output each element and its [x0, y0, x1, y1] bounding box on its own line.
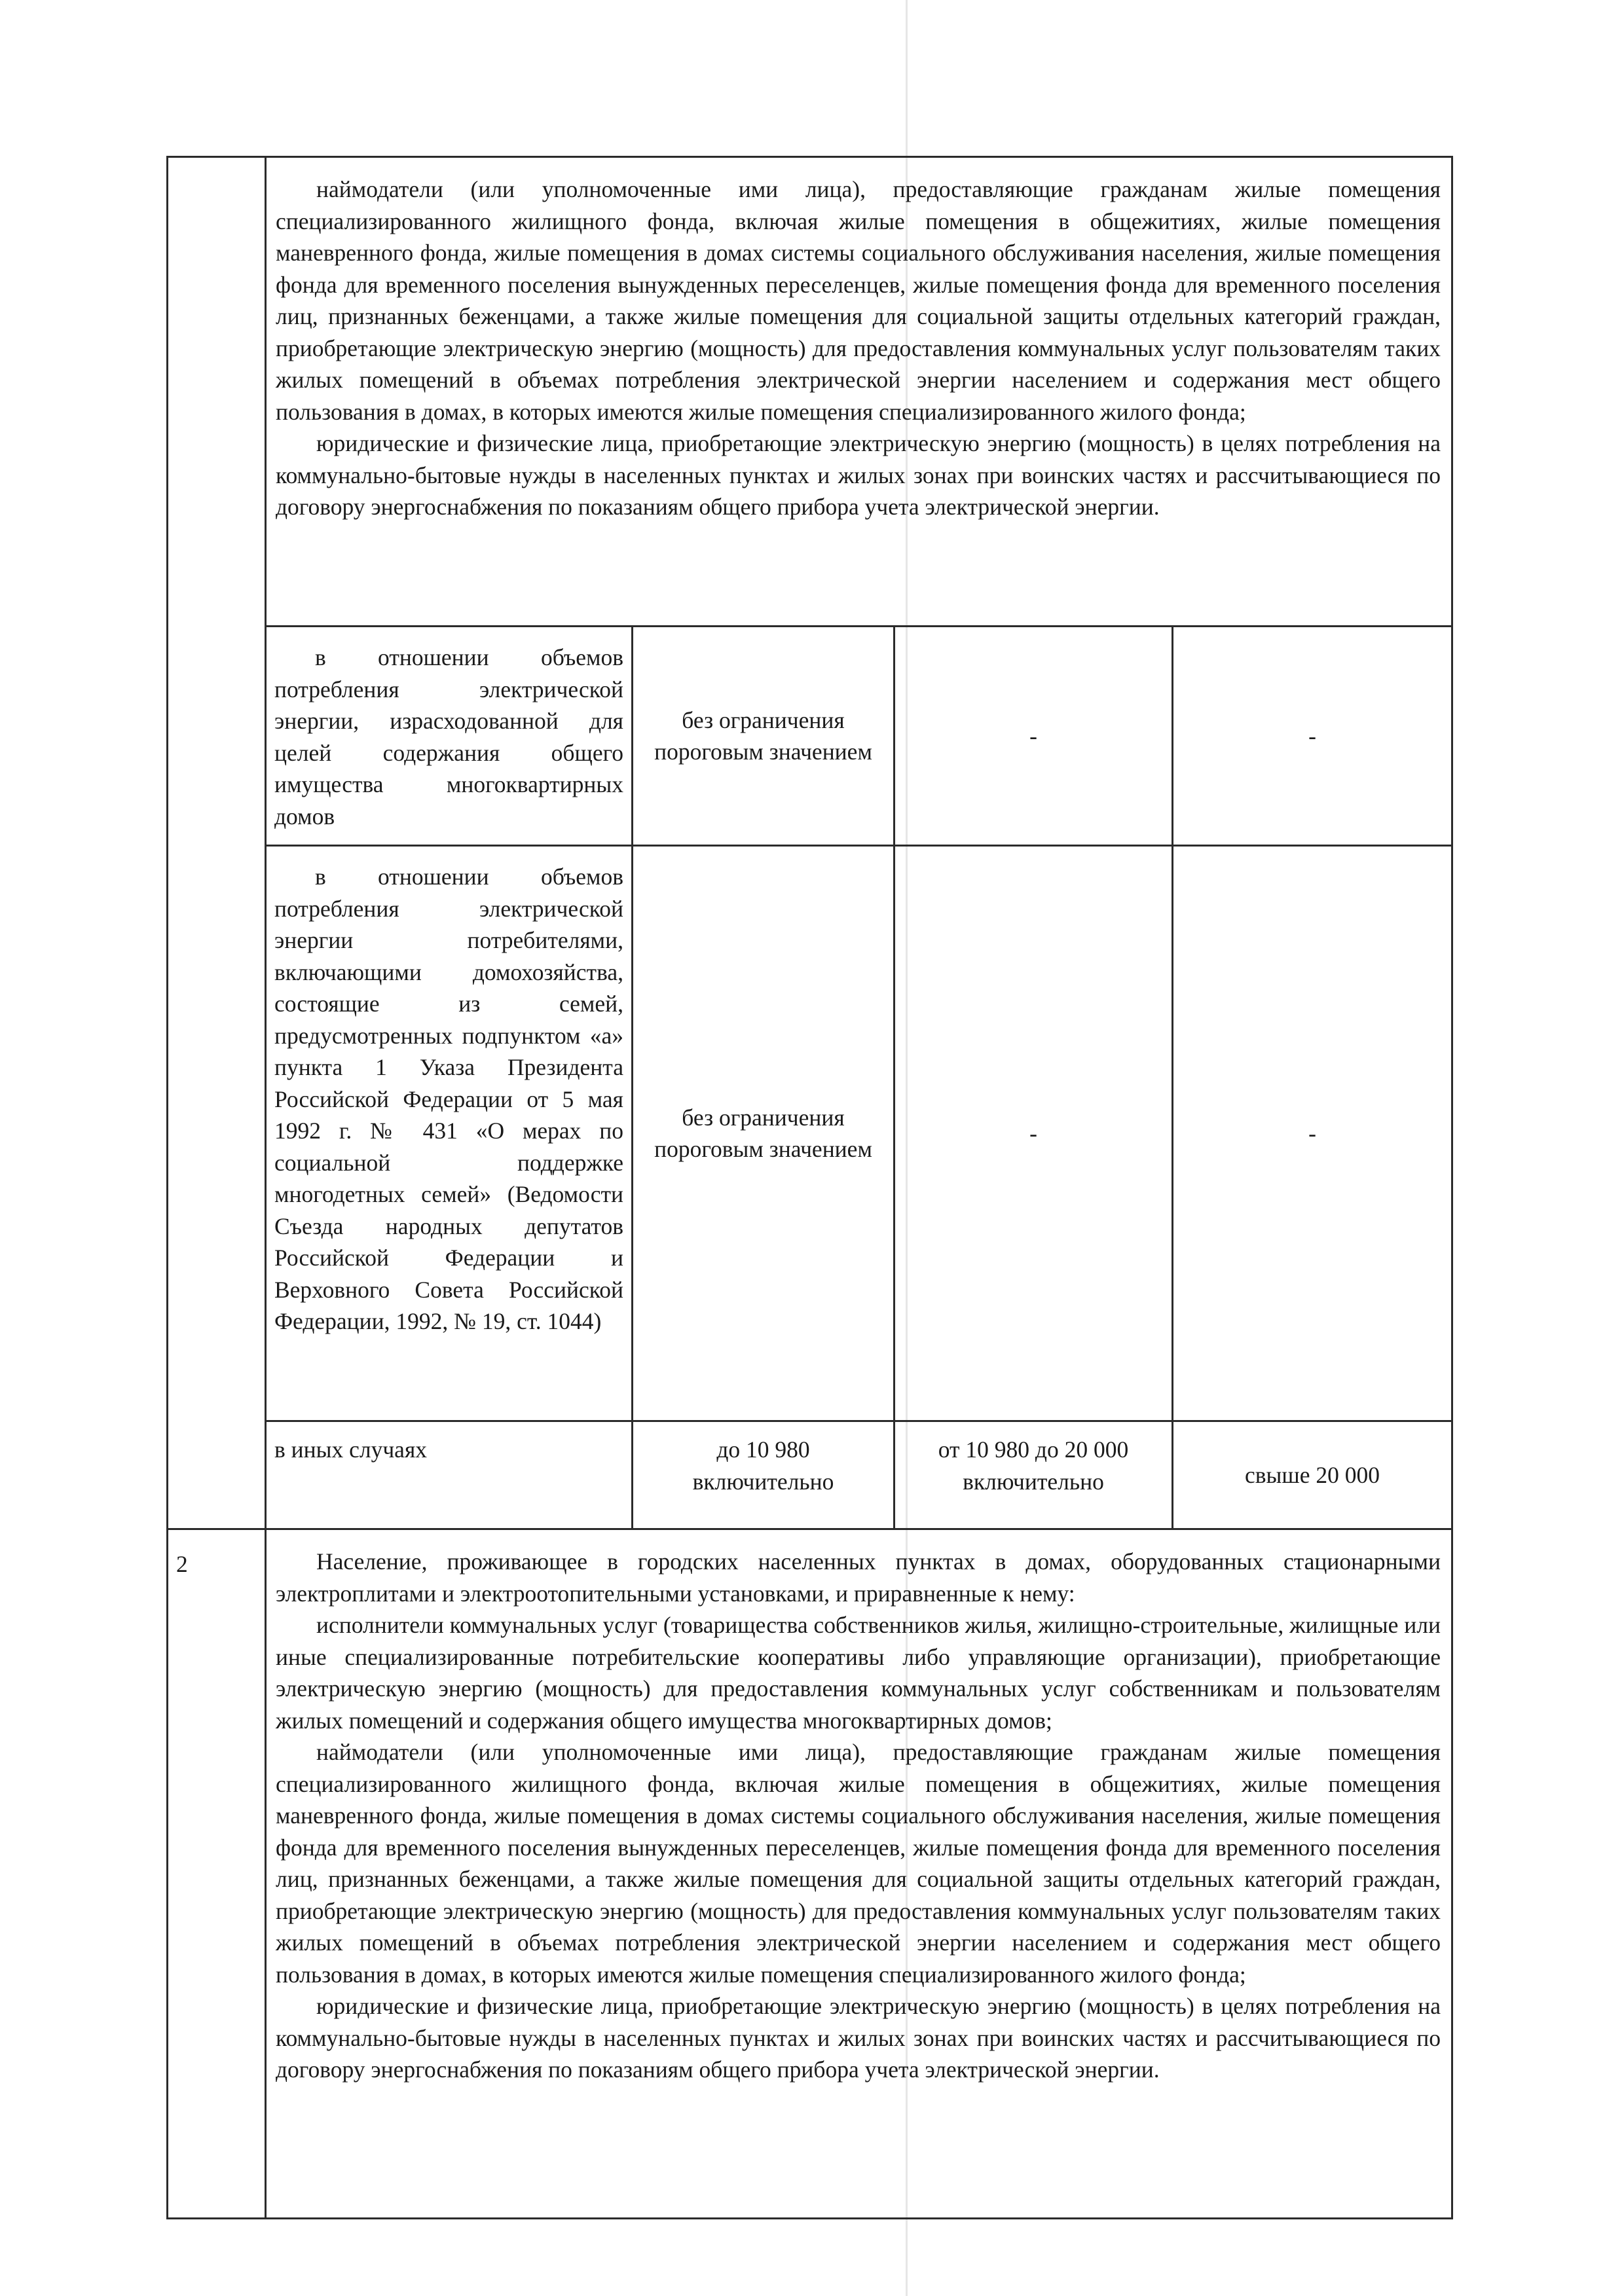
threshold-cell-3: - [1173, 627, 1452, 846]
threshold-cell-3: свыше 20 000 [1173, 1421, 1452, 1529]
table-row-sub-other [168, 1421, 1452, 1529]
row-number-cell: 2 [168, 1529, 266, 2219]
category-description [266, 1529, 1452, 2219]
table-row-continued [168, 157, 1452, 627]
table-row-2 [168, 1529, 1452, 2219]
paragraph-legal-entities: юридические и физические лица, приобретающие электрическую энергию (мощность) в целях потребления на коммунально-бытовые нужды в населенных пунктах и жилых зонах при воинских частях и рассчитывающиеся по договору энергоснабжения по показаниям общего прибора учета электрической энергии. [276, 430, 1441, 520]
paragraph-population: Население, проживающее в городских населенных пунктах в домах, оборудованных стационарными электроплитами и электроотопительными установками, и приравненные к нему: [276, 1548, 1441, 1607]
sub-row-label: в отношении объемов потребления электрической энергии потребителями, включающими домохозяйства, состоящие из семей, предусмотренных подпунктом «а» пункта 1 Указа Президента Российской Федерации от 5 мая 1992 г. № 431 «О мерах по социальной поддержке многодетных семей» (Ведомости Съезда народных депутатов Российской Федерации и Верховного Совета Российской Федерации, 1992, № 19, ст. 1044) [266, 846, 633, 1421]
table-row-sub-common-property [168, 627, 1452, 846]
category-description [266, 157, 1452, 627]
sub-row-label: в отношении объемов потребления электрической энергии, израсходованной для целей содержания общего имущества многоквартирных домов [266, 627, 633, 846]
threshold-cell-1: без ограничения пороговым значением [633, 627, 895, 846]
row-number-cell [168, 157, 266, 1529]
sub-row-label: в иных случаях [266, 1421, 633, 1529]
tariff-table [166, 156, 1453, 2219]
threshold-cell-1: до 10 980 включительно [633, 1421, 895, 1529]
threshold-cell-2: - [895, 627, 1173, 846]
threshold-cell-1: без ограничения пороговым значением [633, 846, 895, 1421]
paragraph-utility-providers: исполнители коммунальных услуг (товарищества собственников жилья, жилищно-строительные, жилищные или иные специализированные потребительские кооперативы либо управляющие организации), приобретающие электрическую энергию (мощность) для предоставления коммунальных услуг собственникам и пользователям жилых помещений и содержания общего имущества многоквартирных домов; [276, 1612, 1441, 1734]
table-row-sub-large-families [168, 846, 1452, 1421]
threshold-cell-3: - [1173, 846, 1452, 1421]
threshold-cell-2: - [895, 846, 1173, 1421]
threshold-cell-2: от 10 980 до 20 000 включительно [895, 1421, 1173, 1529]
paragraph-landlords: наймодатели (или уполномоченные ими лица), предоставляющие гражданам жилые помещения специализированного жилищного фонда, включая жилые помещения в общежитиях, жилые помещения маневренного фонда, жилые помещения в домах системы социального обслуживания населения, жилые помещения фонда для временного поселения вынужденных переселенцев, жилые помещения фонда для временного поселения лиц, признанных беженцами, а также жилые помещения для социальной защиты отдельных категорий граждан, приобретающие электрическую энергию (мощность) для предоставления коммунальных услуг пользователям таких жилых помещений в объемах потребления электрической энергии населением и содержания мест общего пользования в домах, в которых имеются жилые помещения специализированного жилого фонда; [276, 1739, 1441, 1988]
paragraph-legal-entities: юридические и физические лица, приобретающие электрическую энергию (мощность) в целях потребления на коммунально-бытовые нужды в населенных пунктах и жилых зонах при воинских частях и рассчитывающиеся по договору энергоснабжения по показаниям общего прибора учета электрической энергии. [276, 1993, 1441, 2083]
paragraph-landlords: наймодатели (или уполномоченные ими лица), предоставляющие гражданам жилые помещения специализированного жилищного фонда, включая жилые помещения в общежитиях, жилые помещения маневренного фонда, жилые помещения в домах системы социального обслуживания населения, жилые помещения фонда для временного поселения вынужденных переселенцев, жилые помещения фонда для временного поселения лиц, признанных беженцами, а также жилые помещения для социальной защиты отдельных категорий граждан, приобретающие электрическую энергию (мощность) для предоставления коммунальных услуг пользователям таких жилых помещений в объемах потребления электрической энергии населением и содержания мест общего пользования в домах, в которых имеются жилые помещения специализированного жилого фонда; [276, 176, 1441, 425]
